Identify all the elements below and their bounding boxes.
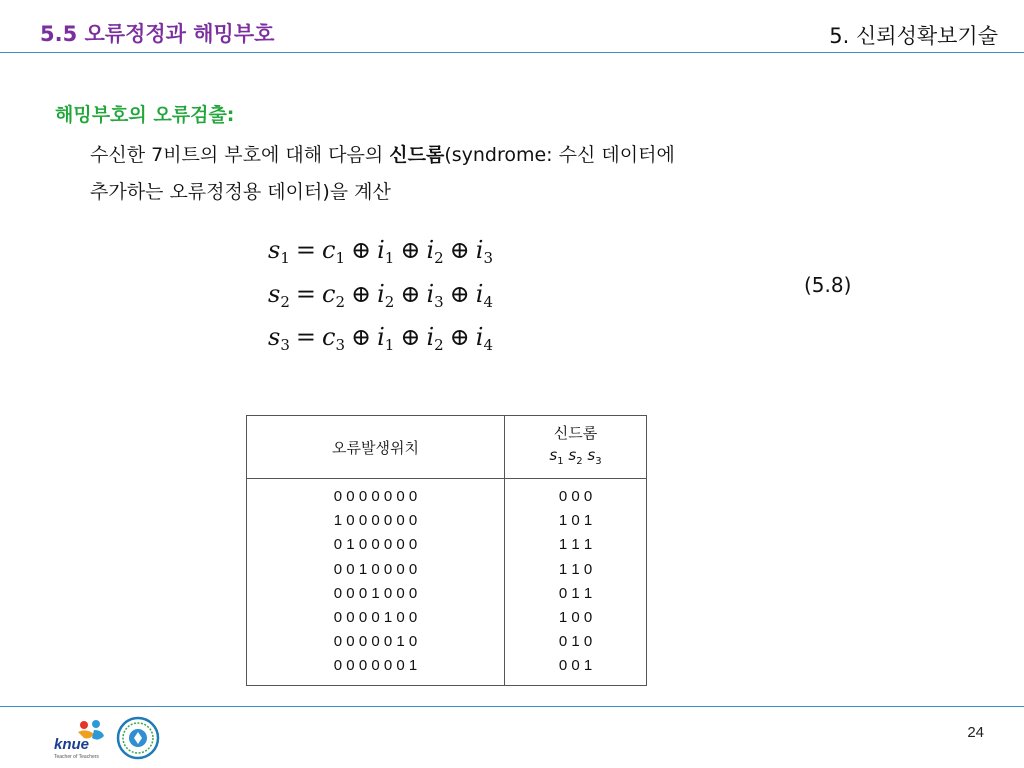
footer-divider [0,706,1024,707]
syndrome-row: 1 0 0 [558,609,593,627]
syndrome-row: 0 0 0 [558,488,593,505]
body-line-1-text: 수신한 7비트의 부호에 대해 다음의 [90,144,390,166]
header-divider [0,52,1024,53]
error-position-row: 0 0 0 0 0 0 0 [333,488,418,505]
col-header-syndrome-label: 신드롬 [553,423,598,442]
body-line-2: 추가하는 오류정정용 데이터)을 계산 [90,181,391,203]
equation-s1: $s_1 = c_1$ ⊕ $i_1$ ⊕ $i_2$ ⊕ $i_3$ [268,236,494,267]
syndrome-term: 신드롬 [389,144,445,166]
syndrome-row: 0 1 1 [558,584,593,602]
slide-title: 5.5 오류정정과 해밍부호 [40,22,275,46]
error-position-row: 0 1 0 0 0 0 0 [333,536,418,554]
error-position-row: 0 0 1 0 0 0 0 [333,560,418,578]
body-line-1-tail: (syndrome: 수신 데이터에 [444,144,675,166]
error-position-column [247,479,505,686]
error-position-row: 1 0 0 0 0 0 0 [333,512,418,530]
syndrome-row: 0 0 1 [558,657,593,675]
chapter-title: 5. 신뢰성확보기술 [829,24,998,48]
equation-number: (5.8) [804,273,852,297]
syndrome-row: 1 0 1 [558,512,593,530]
knue-logo-icon [50,716,162,762]
syndrome-row: 0 1 0 [558,633,593,651]
error-position-row: 0 0 0 0 0 0 1 [333,657,418,675]
col-header-syndrome [505,416,647,479]
syndrome-row: 1 1 1 [558,536,593,554]
university-logo [50,716,162,762]
equation-s3: $s_3 = c_3$ ⊕ $i_1$ ⊕ $i_2$ ⊕ $i_4$ [268,323,494,354]
equation-s2: $s_2 = c_2$ ⊕ $i_2$ ⊕ $i_3$ ⊕ $i_4$ [268,280,494,311]
syndrome-row: 1 1 0 [558,560,593,578]
col-header-error-position: 오류발생위치 [247,416,505,479]
error-position-row: 0 0 0 0 1 0 0 [333,609,418,627]
error-position-row: 0 0 0 1 0 0 0 [333,584,418,602]
body-line-1 [90,140,675,167]
col-header-syndrome-bits: $s_1$ $s_2$ $s_3$ [549,445,602,467]
syndrome-table [246,415,647,686]
syndrome-column [505,479,647,686]
section-heading: 해밍부호의 오류검출: [55,104,235,126]
page-number: 24 [967,724,984,741]
error-position-row: 0 0 0 0 0 1 0 [333,633,418,651]
logo-tagline: Teacher of Teachers [54,754,99,760]
logo-wordmark: knue [54,736,90,753]
